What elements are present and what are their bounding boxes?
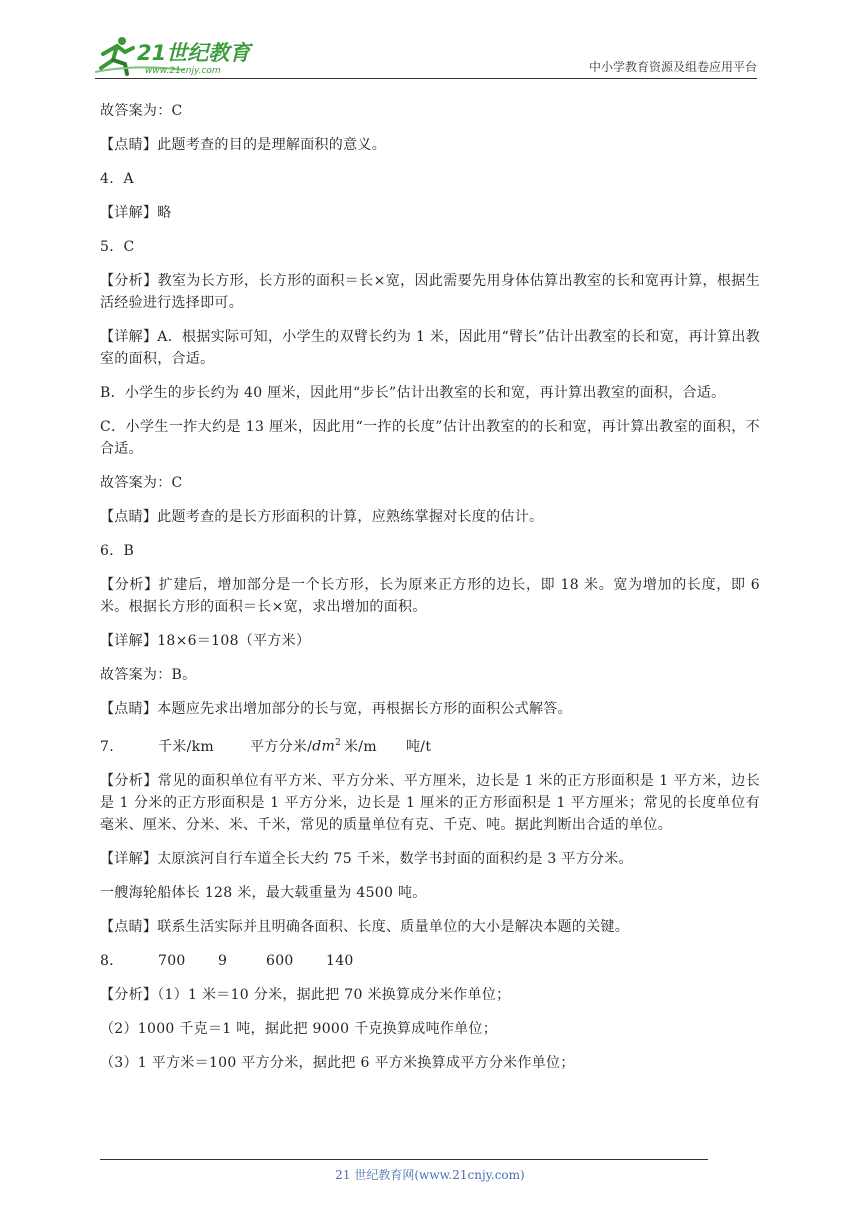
explanation-paragraph: 【详解】A．根据实际可知，小学生的双臂长约为 1 米，因此用“臂长”估计出教室的长和宽，再计算出教室的面积，合适。 [100,329,760,367]
page-footer[interactable]: 21 世纪教育网(www.21cnjy.com) [335,1168,525,1182]
text-line: 【点睛】本题应先求出增加部分的长与宽，再根据长方形的面积公式解答。 [100,701,572,717]
logo-text: 21世纪教育 [137,41,251,65]
site-logo[interactable] [95,34,265,76]
text-line: 【点睛】此题考查的目的是理解面积的意义。 [100,137,386,153]
page-header [95,30,757,79]
question-7-answers [100,732,760,758]
answer-3: 600 [266,952,294,969]
question-number: 5．C [100,239,135,255]
answer-2-text: 平方分米/ [250,738,313,755]
question-number: 7． [100,738,124,755]
text-line: 故答案为：C [100,103,183,119]
text-line: B．小学生的步长约为 40 厘米，因此用“步长”估计出教室的长和宽，再计算出教室的面积，合适。 [100,385,726,401]
question-number: 6．B [100,543,135,559]
text-line: 【详解】18×6＝108（平方米） [100,633,311,649]
answer-4: 140 [326,952,354,969]
text-line: C．小学生一拃大约是 13 厘米，因此用“一拃的长度”估计出教室的的长和宽，再计算出教室的面积，不合适。 [100,419,760,457]
question-number: 8． [100,952,124,969]
answer-4: 吨/t [406,738,432,755]
text-line: 【点睛】此题考查的是长方形面积的计算，应熟练掌握对长度的估计。 [100,509,544,525]
analysis-paragraph: 【分析】教室为长方形，长方形的面积＝长×宽，因此需要先用身体估算出教室的长和宽再计算，根据生活经验进行选择即可。 [100,273,760,311]
footer-divider [100,1159,708,1160]
text-line: 故答案为：B。 [100,667,197,683]
text-line: （3）1 平方米＝100 平方分米，据此把 6 平方米换算成平方分米作单位； [100,1054,575,1071]
text-line: 【分析】（1）1 米＝10 分米，据此把 70 米换算成分米作单位； [100,986,511,1003]
text-line: 【详解】略 [100,205,172,221]
answer-1: 千米/km [158,738,214,755]
runner-logo-icon [95,34,265,76]
analysis-paragraph: 【分析】扩建后，增加部分是一个长方形，长为原来正方形的边长，即 18 米。宽为增加的长度，即 6 米。根据长方形的面积＝长×宽，求出增加的面积。 [100,577,760,615]
answer-2 [250,732,344,758]
question-8-answers [100,950,760,972]
text-line: 【详解】太原滨河自行车道全长大约 75 千米，数学书封面的面积约是 3 平方分米。 [100,850,633,867]
logo-url: www.21cnjy.com [145,66,221,76]
text-line: 【点睛】联系生活实际并且明确各面积、长度、质量单位的大小是解决本题的关键。 [100,918,630,935]
text-line: 故答案为：C [100,475,183,491]
analysis-paragraph: 【分析】常见的面积单位有平方米、平方分米、平方厘米，边长是 1 米的正方形面积是 1 平方米，边长是 1 分米的正方形面积是 1 平方分米，边长是 1 厘米的正方形面积是 1 平方厘米；常见的长度单位有毫米、厘米、分米、米、千米，常见的质量单位有克、千克、吨。据此判断出合适的单位。 [100,772,760,833]
answer-content [100,100,760,1086]
answer-2-exponent: 2 [335,738,342,748]
answer-1: 700 [158,952,186,969]
text-line: 一艘海轮船体长 128 米，最大载重量为 4500 吨。 [100,884,427,901]
answer-3: 米/m [344,738,377,755]
answer-2-unit: dm [312,738,336,755]
text-line: （2）1000 千克＝1 吨，据此把 9000 千克换算成吨作单位； [100,1020,498,1037]
answer-2: 9 [218,952,228,969]
platform-name: 中小学教育资源及组卷应用平台 [588,60,757,74]
question-number: 4．A [100,171,134,187]
